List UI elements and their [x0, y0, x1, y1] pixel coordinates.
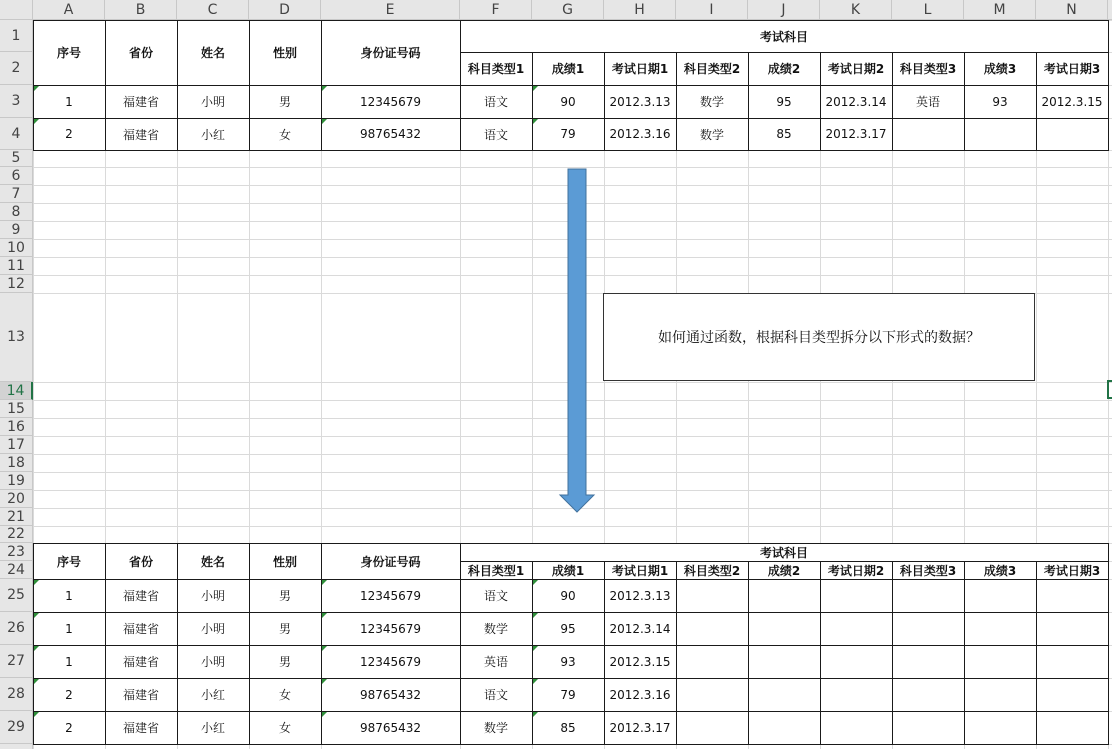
top_table-cell[interactable]: 数学	[699, 127, 724, 142]
row-header-29[interactable]: 29	[0, 711, 33, 744]
bottom_table-header-group: 考试科目	[759, 545, 808, 560]
top_table-subheader: 考试日期3	[1043, 62, 1101, 76]
row-header-3[interactable]: 3	[0, 85, 33, 118]
row-header-22[interactable]: 22	[0, 526, 33, 543]
top_table-cell[interactable]: 2012.3.15	[1041, 94, 1103, 109]
bottom_table-cell[interactable]	[892, 711, 964, 744]
top_table-subheader: 成绩1	[551, 62, 585, 76]
number-as-text-indicator	[34, 646, 39, 651]
top_table-header-seq: 序号	[56, 46, 81, 60]
bottom_table-cell[interactable]	[748, 711, 820, 744]
column-header-c[interactable]: C	[177, 0, 249, 20]
bottom_table-cell[interactable]: 12345679	[359, 621, 422, 636]
bottom_table-cell[interactable]: 98765432	[359, 687, 422, 702]
number-as-text-indicator	[322, 646, 327, 651]
bottom_table-cell[interactable]	[676, 711, 748, 744]
question-text: 如何通过函数，根据科目类型拆分以下形式的数据？	[658, 330, 980, 346]
column-header-h[interactable]: H	[604, 0, 676, 20]
active-cell-indicator	[1107, 380, 1112, 399]
bottom_table-header-province: 省份	[128, 554, 153, 569]
bottom_table-header-seq: 序号	[56, 554, 81, 569]
column-header-i[interactable]: I	[676, 0, 748, 20]
row-header-26[interactable]: 26	[0, 612, 33, 645]
number-as-text-indicator	[322, 613, 327, 618]
number-as-text-indicator	[533, 119, 538, 124]
top_table-cell[interactable]: 79	[560, 127, 576, 141]
bottom_table-subheader: 科目类型3	[899, 563, 957, 578]
bottom_table-cell[interactable]: 男	[278, 655, 291, 669]
row-header-2[interactable]: 2	[0, 52, 33, 85]
bottom_table-cell[interactable]: 12345679	[359, 654, 422, 669]
column-header-overflow	[1108, 0, 1112, 20]
row-header-11[interactable]: 11	[0, 257, 33, 275]
number-as-text-indicator	[322, 712, 327, 717]
row-header-9[interactable]: 9	[0, 221, 33, 239]
top_table-cell[interactable]: 小明	[200, 95, 225, 109]
top_table-header-gender: 性别	[272, 46, 297, 60]
top_table-cell[interactable]: 语文	[483, 95, 508, 109]
top_table-cell[interactable]: 98765432	[359, 127, 422, 141]
column-header-d[interactable]: D	[249, 0, 321, 20]
bottom_table-subheader: 成绩2	[767, 563, 801, 578]
bottom_table-cell[interactable]	[964, 645, 1036, 678]
top_table-subheader: 科目类型1	[467, 62, 525, 76]
bottom_table-cell[interactable]: 小明	[200, 589, 225, 603]
row-header-27[interactable]: 27	[0, 645, 33, 678]
bottom_table-subheader: 科目类型1	[467, 563, 525, 578]
row-header-21[interactable]: 21	[0, 508, 33, 526]
number-as-text-indicator	[34, 712, 39, 717]
bottom_table-cell[interactable]: 2012.3.16	[609, 687, 671, 702]
top_table-cell[interactable]: 2012.3.13	[609, 94, 671, 109]
top_table-header-province: 省份	[128, 46, 153, 60]
number-as-text-indicator	[34, 86, 39, 91]
top_table-cell[interactable]: 2	[65, 127, 73, 141]
bottom_table-cell[interactable]: 小明	[200, 655, 225, 669]
bottom_table-cell[interactable]	[964, 579, 1036, 612]
number-as-text-indicator	[322, 86, 327, 91]
bottom_table-cell[interactable]: 数学	[483, 622, 508, 636]
bottom_table-header-gender: 性别	[272, 554, 297, 569]
down-arrow-shape[interactable]	[558, 168, 596, 514]
bottom_table-cell[interactable]: 85	[560, 720, 576, 735]
row-header-5[interactable]: 5	[0, 150, 33, 167]
row-header-1[interactable]: 1	[0, 20, 33, 52]
top_table-header-name: 姓名	[200, 46, 225, 60]
bottom_table-cell[interactable]: 12345679	[359, 588, 422, 603]
bottom_table-subheader: 考试日期3	[1043, 563, 1101, 578]
bottom_table-cell[interactable]	[676, 612, 748, 645]
bottom_table-cell[interactable]	[748, 612, 820, 645]
top_table-cell[interactable]: 95	[776, 94, 792, 109]
bottom_table-cell[interactable]	[892, 645, 964, 678]
row-header-25[interactable]: 25	[0, 579, 33, 612]
top_table-cell[interactable]: 2012.3.17	[825, 127, 887, 141]
top_table-subheader: 考试日期2	[827, 62, 885, 76]
row-header-19[interactable]: 19	[0, 472, 33, 490]
top_table-cell[interactable]: 福建省	[122, 95, 159, 109]
top_table-cell[interactable]: 女	[278, 127, 291, 142]
bottom_table-subheader: 成绩1	[551, 563, 585, 578]
bottom_table-subheader: 成绩3	[983, 563, 1017, 578]
bottom_table-cell[interactable]	[1036, 645, 1108, 678]
number-as-text-indicator	[533, 679, 538, 684]
column-header-a[interactable]: A	[33, 0, 105, 20]
row-header-15[interactable]: 15	[0, 400, 33, 418]
bottom_table-cell[interactable]	[820, 711, 892, 744]
top_table-cell[interactable]	[892, 118, 964, 150]
top_table-header-id: 身份证号码	[360, 46, 421, 60]
top_table-cell[interactable]	[964, 118, 1036, 150]
row-header-10[interactable]: 10	[0, 239, 33, 257]
bottom_table-cell[interactable]: 93	[560, 654, 576, 669]
bottom_table-cell[interactable]: 女	[278, 688, 291, 702]
top_table-cell[interactable]: 1	[65, 94, 73, 109]
row-header-7[interactable]: 7	[0, 185, 33, 203]
bottom_table-cell[interactable]: 小明	[200, 622, 225, 636]
bottom_table-cell[interactable]: 男	[278, 589, 291, 603]
top_table-cell[interactable]: 90	[560, 94, 576, 109]
bottom_table-cell[interactable]	[1036, 678, 1108, 711]
top_table-cell[interactable]: 12345679	[359, 94, 422, 109]
bottom_table-cell[interactable]: 98765432	[359, 720, 422, 735]
bottom_table-cell[interactable]: 2	[65, 720, 73, 735]
bottom_table-subheader: 考试日期2	[827, 563, 885, 578]
bottom_table-header-name: 姓名	[200, 554, 225, 569]
bottom_table-subheader: 考试日期1	[611, 563, 669, 578]
top_table-cell[interactable]: 数学	[699, 95, 724, 109]
top_table-subheader: 科目类型3	[899, 62, 957, 76]
bottom_table-cell[interactable]: 语文	[483, 589, 508, 603]
top_table-cell[interactable]: 福建省	[122, 127, 159, 142]
row-header-28[interactable]: 28	[0, 678, 33, 711]
row-header-overflow	[0, 744, 33, 749]
bottom_table-cell[interactable]: 女	[278, 721, 291, 735]
bottom_table-cell[interactable]: 1	[65, 588, 73, 603]
number-as-text-indicator	[34, 613, 39, 618]
bottom_table-cell[interactable]	[820, 612, 892, 645]
row-header-14[interactable]: 14	[0, 382, 33, 400]
bottom_table-cell[interactable]: 福建省	[122, 688, 159, 702]
bottom_table-cell[interactable]	[964, 612, 1036, 645]
bottom_table-cell[interactable]: 福建省	[122, 589, 159, 603]
row-header-6[interactable]: 6	[0, 167, 33, 185]
bottom_table-cell[interactable]	[676, 579, 748, 612]
top_table-cell[interactable]: 2012.3.16	[609, 127, 671, 141]
top_table-subheader: 考试日期1	[611, 62, 669, 76]
number-as-text-indicator	[533, 580, 538, 585]
bottom_table-cell[interactable]	[748, 645, 820, 678]
top_table-subheader: 成绩2	[767, 62, 801, 76]
bottom_table-cell[interactable]: 英语	[483, 655, 508, 669]
bottom_table-cell[interactable]	[1036, 711, 1108, 744]
row-header-17[interactable]: 17	[0, 436, 33, 454]
top_table-cell[interactable]: 85	[776, 127, 792, 141]
bottom_table-cell[interactable]	[748, 579, 820, 612]
bottom_table-cell[interactable]	[820, 678, 892, 711]
row-header-16[interactable]: 16	[0, 418, 33, 436]
row-header-23[interactable]: 23	[0, 543, 33, 561]
bottom_table-cell[interactable]	[1036, 612, 1108, 645]
column-header-b[interactable]: B	[105, 0, 177, 20]
number-as-text-indicator	[34, 679, 39, 684]
bottom_table-cell[interactable]: 福建省	[122, 622, 159, 636]
bottom_table-cell[interactable]: 1	[65, 621, 73, 636]
top_table-cell[interactable]: 语文	[483, 127, 508, 142]
row-header-24[interactable]: 24	[0, 561, 33, 579]
bottom_table-cell[interactable]	[892, 579, 964, 612]
bottom_table-header-id: 身份证号码	[360, 554, 421, 569]
bottom_table-cell[interactable]: 小红	[200, 688, 225, 702]
bottom_table-cell[interactable]	[748, 678, 820, 711]
column-header-e[interactable]: E	[321, 0, 460, 20]
row-header-4[interactable]: 4	[0, 118, 33, 150]
row-header-12[interactable]: 12	[0, 275, 33, 293]
bottom_table-cell[interactable]	[964, 711, 1036, 744]
bottom_table-subheader: 科目类型2	[683, 563, 741, 578]
border-v	[1108, 20, 1109, 151]
bottom_table-cell[interactable]: 2012.3.14	[609, 621, 671, 636]
number-as-text-indicator	[533, 646, 538, 651]
number-as-text-indicator	[533, 712, 538, 717]
top_table-cell[interactable]: 93	[992, 94, 1008, 109]
border-h	[33, 150, 1109, 151]
select-all-corner[interactable]	[0, 0, 33, 20]
bottom_table-cell[interactable]: 2012.3.17	[609, 720, 671, 735]
row-header-8[interactable]: 8	[0, 203, 33, 221]
number-as-text-indicator	[322, 580, 327, 585]
number-as-text-indicator	[533, 86, 538, 91]
bottom_table-cell[interactable]: 2012.3.13	[609, 588, 671, 603]
top_table-cell[interactable]: 英语	[915, 95, 940, 109]
column-header-l[interactable]: L	[892, 0, 964, 20]
bottom_table-cell[interactable]	[820, 579, 892, 612]
column-header-n[interactable]: N	[1036, 0, 1108, 20]
bottom_table-cell[interactable]: 福建省	[122, 655, 159, 669]
row-header-13[interactable]: 13	[0, 293, 33, 382]
bottom_table-cell[interactable]: 数学	[483, 721, 508, 735]
column-header-m[interactable]: M	[964, 0, 1036, 20]
bottom_table-cell[interactable]: 95	[560, 621, 576, 636]
bottom_table-cell[interactable]: 2012.3.15	[609, 654, 671, 669]
bottom_table-cell[interactable]	[892, 678, 964, 711]
bottom_table-cell[interactable]: 79	[560, 687, 576, 702]
number-as-text-indicator	[533, 613, 538, 618]
top_table-subheader: 成绩3	[983, 62, 1017, 76]
bottom_table-cell[interactable]	[820, 645, 892, 678]
border-h	[33, 744, 1109, 745]
number-as-text-indicator	[34, 119, 39, 124]
border-v	[1108, 543, 1109, 745]
top_table-subheader: 科目类型2	[683, 62, 741, 76]
bottom_table-cell[interactable]	[1036, 579, 1108, 612]
bottom_table-cell[interactable]	[892, 612, 964, 645]
bottom_table-cell[interactable]	[676, 678, 748, 711]
column-header-f[interactable]: F	[460, 0, 532, 20]
bottom_table-cell[interactable]: 福建省	[122, 721, 159, 735]
top_table-header-group: 考试科目	[759, 29, 808, 44]
bottom_table-cell[interactable]: 语文	[483, 688, 508, 702]
bottom_table-cell[interactable]: 90	[560, 588, 576, 603]
bottom_table-cell[interactable]: 1	[65, 654, 73, 669]
bottom_table-cell[interactable]: 小红	[200, 721, 225, 735]
row-header-18[interactable]: 18	[0, 454, 33, 472]
bottom_table-cell[interactable]: 2	[65, 687, 73, 702]
bottom_table-cell[interactable]: 男	[278, 622, 291, 636]
top_table-cell[interactable]	[1036, 118, 1108, 150]
number-as-text-indicator	[322, 679, 327, 684]
top_table-cell[interactable]: 2012.3.14	[825, 94, 887, 109]
column-header-j[interactable]: J	[748, 0, 820, 20]
column-header-k[interactable]: K	[820, 0, 892, 20]
column-header-g[interactable]: G	[532, 0, 604, 20]
top_table-cell[interactable]: 男	[278, 95, 291, 109]
number-as-text-indicator	[34, 580, 39, 585]
row-header-20[interactable]: 20	[0, 490, 33, 508]
question-textbox[interactable]	[603, 293, 1035, 381]
gridline-h	[33, 526, 1112, 527]
bottom_table-cell[interactable]	[964, 678, 1036, 711]
number-as-text-indicator	[322, 119, 327, 124]
bottom_table-cell[interactable]	[676, 645, 748, 678]
top_table-cell[interactable]: 小红	[200, 127, 225, 142]
